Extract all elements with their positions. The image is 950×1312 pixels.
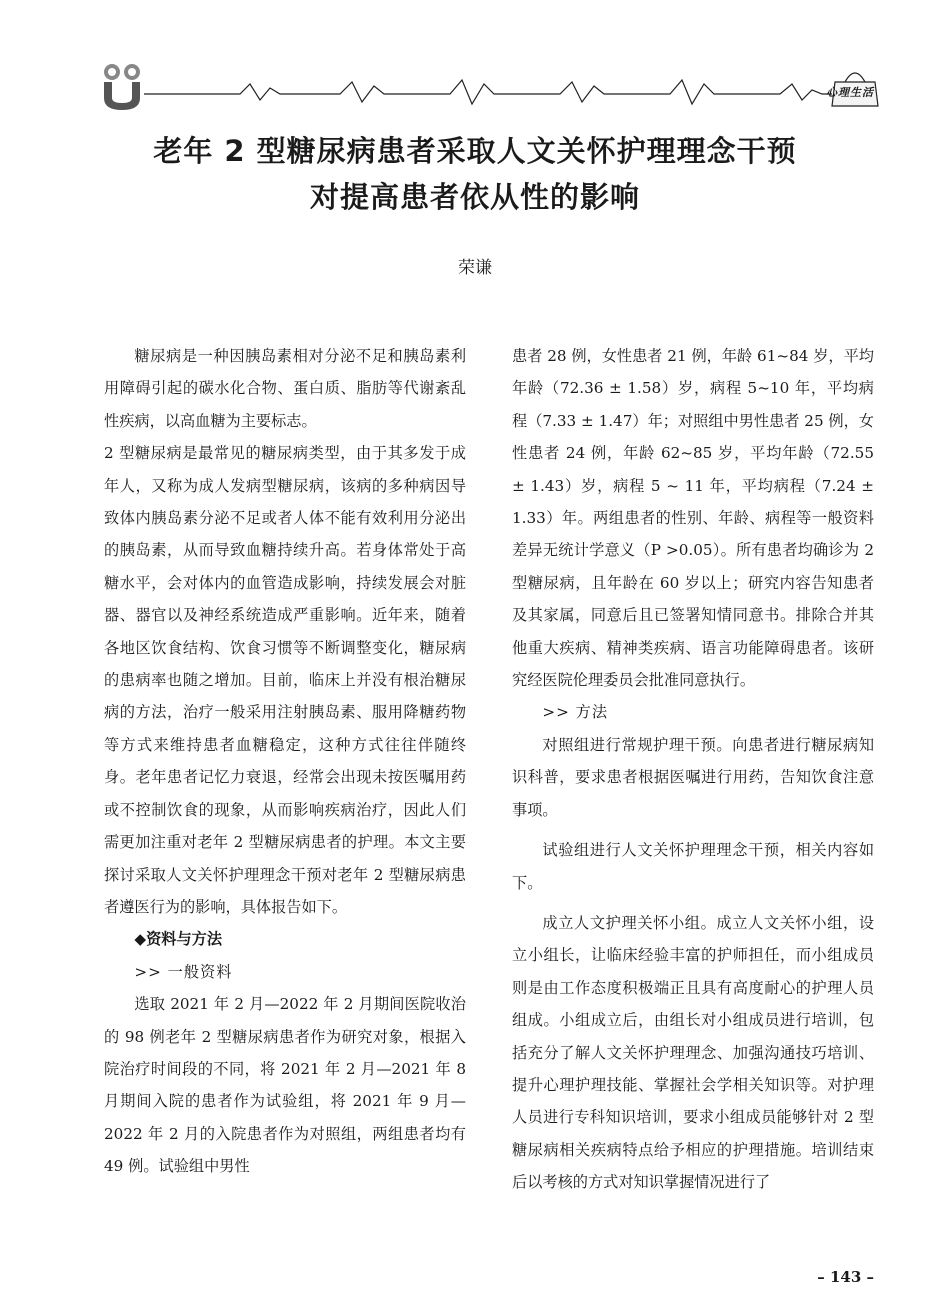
journal-tag: 心理生活 [826,86,874,99]
right-column [512,340,874,1199]
paragraph: 对照组进行常规护理干预。向患者进行糖尿病知识科普，要求患者根据医嘱进行用药，告知饮食注意事项。 [512,735,874,819]
left-column [104,340,466,1183]
paragraph: 2 型糖尿病是最常见的糖尿病类型，由于其多发于成年人，又称为成人发病型糖尿病，该病的多种病因导致体内胰岛素分泌不足或者人体不能有效利用分泌出的胰岛素，从而导致血糖持续升高。若身体常处于高糖水平，会对体内的血管造成影响，持续发展会对脏器、器官以及神经系统造成严重影响。近年来，随着各地区饮食结构、饮食习惯等不断调整变化，糖尿病的患病率也随之增加。目前，临床上并没有根治糖尿病的方法，治疗一般采用注射胰岛素、服用降糖药物等方式来维持患者血糖稳定，这种方式往往伴随终身。老年患者记忆力衰退，经常会出现未按医嘱用药或不控制饮食的现象，从而影响疾病治疗，因此人们需更加注重对老年 2 型糖尿病患者的护理。本文主要探讨采取人文关怀护理理念干预对老年 2 型糖尿病患者遵医行为的影响，具体报告如下。 [104,444,466,916]
u-logo-icon [100,60,880,120]
paragraph: 患者 28 例，女性患者 21 例，年龄 61~84 岁，平均年龄（72.36 ± 1.58）岁，病程 5~10 年，平均病程（7.33 ± 1.47）年；对照组中男性患者 25 例，女性患者 24 例，年龄 62~85 岁，平均年龄（72.55 ± 1.43）岁，病程 5 ~ 11 年，平均病程（7.24 ± 1.33）年。两组患者的性别、年龄、病程等一般资料差异无统计学意义（P >0.05）。所有患者均确诊为 2 型糖尿病，且年龄在 60 岁以上；研究内容告知患者及其家属，同意后且已签署知情同意书。排除合并其他重大疾病、精神类疾病、语言功能障碍患者。该研究经医院伦理委员会批准同意执行。 [512,347,874,690]
title-line-1: 老年 2 型糖尿病患者采取人文关怀护理理念干预 [153,134,797,168]
paragraph: 成立人文护理关怀小组。成立人文关怀小组，设立小组长，让临床经验丰富的护师担任，而小组成员则是由工作态度积极端正且具有高度耐心的护理人员组成。小组成立后，由组长对小组成员进行培训，包括充分了解人文关怀护理理念、加强沟通技巧培训、提升心理护理技能、掌握社会学相关知识等。对护理人员进行专科知识培训，要求小组成员能够针对 2 型糖尿病相关疾病特点给予相应的护理措施。培训结束后以考核的方式对知识掌握情况进行了 [512,913,874,1192]
title-line-2: 对提高患者依从性的影响 [309,180,640,214]
paragraph: 选取 2021 年 2 月—2022 年 2 月期间医院收治的 98 例老年 2 型糖尿病患者作为研究对象，根据入院治疗时间段的不同，将 2021 年 2 月—2021 年 8 月期间入院的患者作为试验组，将 2021 年 9 月—2022 年 2 月的入院患者作为对照组，两组患者均有 49 例。试验组中男性 [104,995,466,1176]
sub-heading: >> 方法 [542,703,609,722]
page-number: – 143 – [817,1268,874,1286]
paragraph: 糖尿病是一种因胰岛素相对分泌不足和胰岛素利用障碍引起的碳水化合物、蛋白质、脂肪等代谢紊乱性疾病，以高血糖为主要标志。 [104,347,466,430]
article-author: 荣谦 [458,258,492,278]
section-heading: ◆资料与方法 [134,930,223,949]
sub-heading: >> 一般资料 [134,962,233,981]
journal-header [100,60,880,120]
paragraph: 试验组进行人文关怀护理理念干预，相关内容如下。 [512,841,874,892]
article-title [0,128,950,220]
